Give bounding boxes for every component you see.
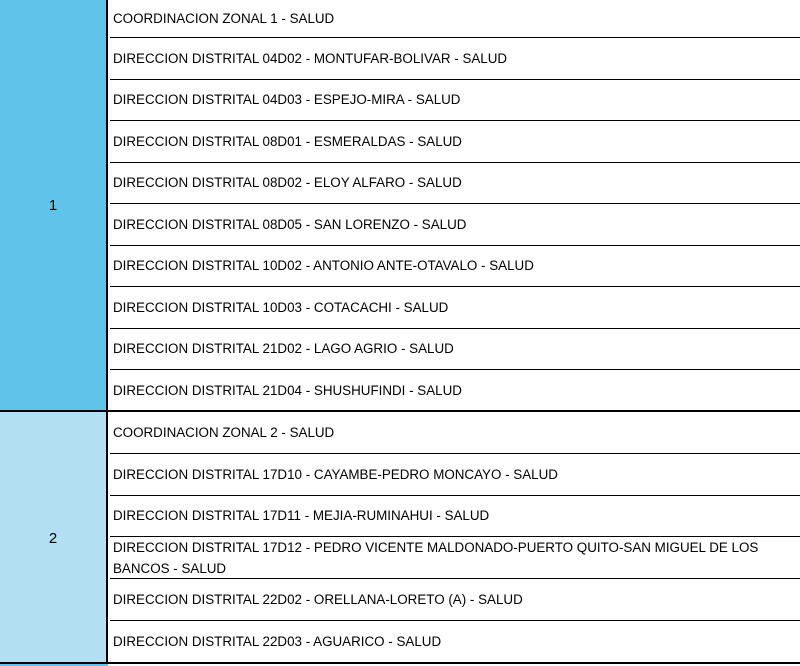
cell-text: DIRECCION DISTRITAL 17D11 - MEJIA-RUMINAHUI - SALUD (113, 508, 490, 523)
cell-text: COORDINACION ZONAL 1 - SALUD (113, 10, 335, 26)
zone-1-cell[interactable] (0, 0, 108, 411)
cell-text: DIRECCION DISTRITAL 08D05 - SAN LORENZO - SALUD (113, 216, 467, 232)
table-row[interactable] (110, 246, 800, 287)
cell-text: DIRECCION DISTRITAL 10D03 - COTACACHI - SALUD (113, 299, 449, 315)
table-row[interactable] (110, 579, 800, 621)
zone-2-label: 2 (48, 530, 58, 547)
cell-text: DIRECCION DISTRITAL 21D02 - LAGO AGRIO - SALUD (113, 341, 454, 356)
zone-1-label: 1 (48, 197, 58, 214)
cell-text: DIRECCION DISTRITAL 22D02 - ORELLANA-LORETO (A) - SALUD (113, 591, 523, 607)
cell-text: DIRECCION DISTRITAL 21D04 - SHUSHUFINDI - SALUD (113, 382, 462, 398)
table-row[interactable] (110, 454, 800, 496)
cell-text: COORDINACION ZONAL 2 - SALUD (113, 424, 335, 440)
table-row[interactable] (110, 38, 800, 80)
cell-text: DIRECCION DISTRITAL 17D12 - PEDRO VICENTE MALDONADO-PUERTO QUITO-SAN MIGUEL DE LOS BANCOS - SALUD (113, 539, 759, 576)
table-row[interactable] (110, 496, 800, 537)
cell-text: DIRECCION DISTRITAL 22D03 - AGUARICO - SALUD (113, 633, 442, 649)
table-row[interactable] (110, 412, 800, 454)
table-row[interactable] (110, 287, 800, 329)
cell-text: DIRECCION DISTRITAL 04D03 - ESPEJO-MIRA - SALUD (113, 92, 461, 107)
table-row[interactable] (110, 204, 800, 246)
cell-text: DIRECCION DISTRITAL 10D02 - ANTONIO ANTE-OTAVALO - SALUD (113, 258, 534, 273)
table-row[interactable] (110, 370, 800, 411)
zone-2-cell[interactable] (0, 411, 108, 666)
cell-text: DIRECCION DISTRITAL 17D10 - CAYAMBE-PEDRO MONCAYO - SALUD (113, 466, 558, 482)
zone-divider (0, 410, 800, 412)
cell-text: DIRECCION DISTRITAL 08D01 - ESMERALDAS - SALUD (113, 133, 462, 149)
zone-divider (0, 662, 800, 664)
table-row[interactable] (110, 621, 800, 662)
cell-text: DIRECCION DISTRITAL 08D02 - ELOY ALFARO - SALUD (113, 175, 462, 190)
cell-text: DIRECCION DISTRITAL 04D02 - MONTUFAR-BOLIVAR - SALUD (113, 50, 508, 66)
table-row[interactable] (110, 329, 800, 370)
table-row[interactable] (110, 163, 800, 204)
table-row[interactable] (110, 537, 800, 579)
table-row[interactable] (110, 0, 800, 38)
table-row[interactable] (110, 80, 800, 121)
table-row[interactable] (110, 121, 800, 163)
